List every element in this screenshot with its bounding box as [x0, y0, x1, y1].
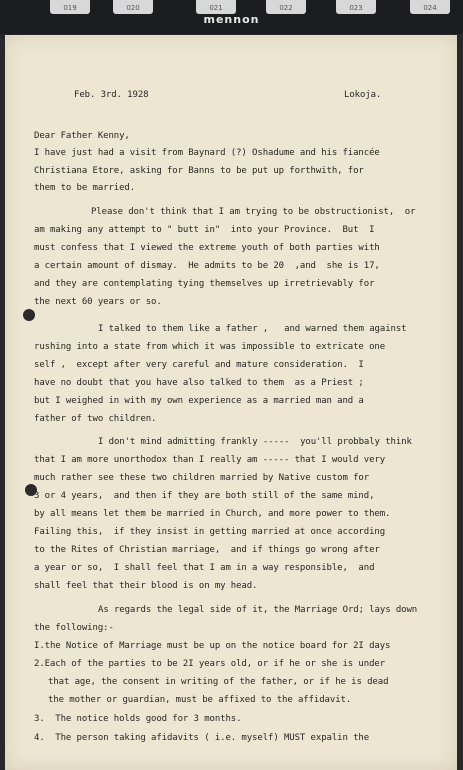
frame-number: 021: [209, 4, 223, 12]
letter-line: am making any attempt to " butt in" into your Province. But I: [34, 225, 375, 235]
letter-line: shall feel that their blood is on my head.: [34, 581, 258, 591]
letter-line: I have just had a visit from Baynard (?) Oshadume and his fiancée: [34, 148, 380, 158]
letter-line: by all means let them be married in Church, and more power to them.: [34, 509, 391, 519]
frame-number: 023: [349, 4, 363, 12]
frame-number: 022: [279, 4, 293, 12]
letter-line: I talked to them like a father , and warned them against: [98, 324, 407, 334]
letter-line: Please don't think that I am trying to be obstructionist, or: [91, 207, 416, 217]
letter-line: must confess that I viewed the extreme youth of both parties with: [34, 243, 380, 253]
letter-line: that age, the consent in writing of the father, or if he is dead: [48, 677, 389, 687]
letter-page: [5, 35, 457, 770]
letter-line: the following:-: [34, 623, 114, 633]
letter-line: a certain amount of dismay. He admits to be 20 ,and she is 17,: [34, 261, 380, 271]
film-brand-logo: mennon: [203, 13, 260, 26]
frame-number: 019: [63, 4, 77, 12]
letter-place: Lokoja.: [344, 90, 382, 100]
letter-line: Christiana Etore, asking for Banns to be put up forthwith, for: [34, 166, 364, 176]
letter-line: and they are contemplating tying themselves up irretrievably for: [34, 279, 375, 289]
letter-line: father of two children.: [34, 414, 157, 424]
letter-line: a year or so, I shall feel that I am in a way responsible, and: [34, 563, 375, 573]
letter-line: the mother or guardian, must be affixed to the affidavit.: [48, 695, 352, 705]
letter-line: Failing this, if they insist in getting married at once according: [34, 527, 386, 537]
letter-line: 3 or 4 years, and then if they are both still of the same mind,: [34, 491, 375, 501]
frame-number: 024: [423, 4, 437, 12]
letter-line: but I weighed in with my own experience as a married man and a: [34, 396, 364, 406]
letter-line: 3. The notice holds good for 3 months.: [34, 714, 242, 724]
letter-line: have no doubt that you have also talked to them as a Priest ;: [34, 378, 364, 388]
letter-line: As regards the legal side of it, the Marriage Ord; lays down: [98, 605, 418, 615]
letter-line: much rather see these two children married by Native custom for: [34, 473, 370, 483]
letter-line: the next 60 years or so.: [34, 297, 162, 307]
frame-number: 020: [126, 4, 140, 12]
film-strip-header: [0, 0, 463, 34]
letter-line: I don't mind admitting frankly ----- you'll probbaly think: [98, 437, 412, 447]
letter-date: Feb. 3rd. 1928: [74, 90, 149, 100]
letter-line: self , except after very careful and mature consideration. I: [34, 360, 364, 370]
letter-line: 4. The person taking afidavits ( i.e. myself) MUST expalin the: [34, 733, 370, 743]
letter-line: to the Rites of Christian marriage, and if things go wrong after: [34, 545, 380, 555]
letter-line: rushing into a state from which it was impossible to extricate one: [34, 342, 386, 352]
letter-line: 2.Each of the parties to be 2I years old, or if he or she is under: [34, 659, 386, 669]
letter-line: them to be married.: [34, 183, 136, 193]
letter-line: that I am more unorthodox than I really am ----- that I would very: [34, 455, 386, 465]
letter-salutation: Dear Father Kenny,: [34, 131, 130, 141]
punch-hole: [23, 309, 35, 321]
letter-line: I.the Notice of Marriage must be up on the notice board for 2I days: [34, 641, 391, 651]
